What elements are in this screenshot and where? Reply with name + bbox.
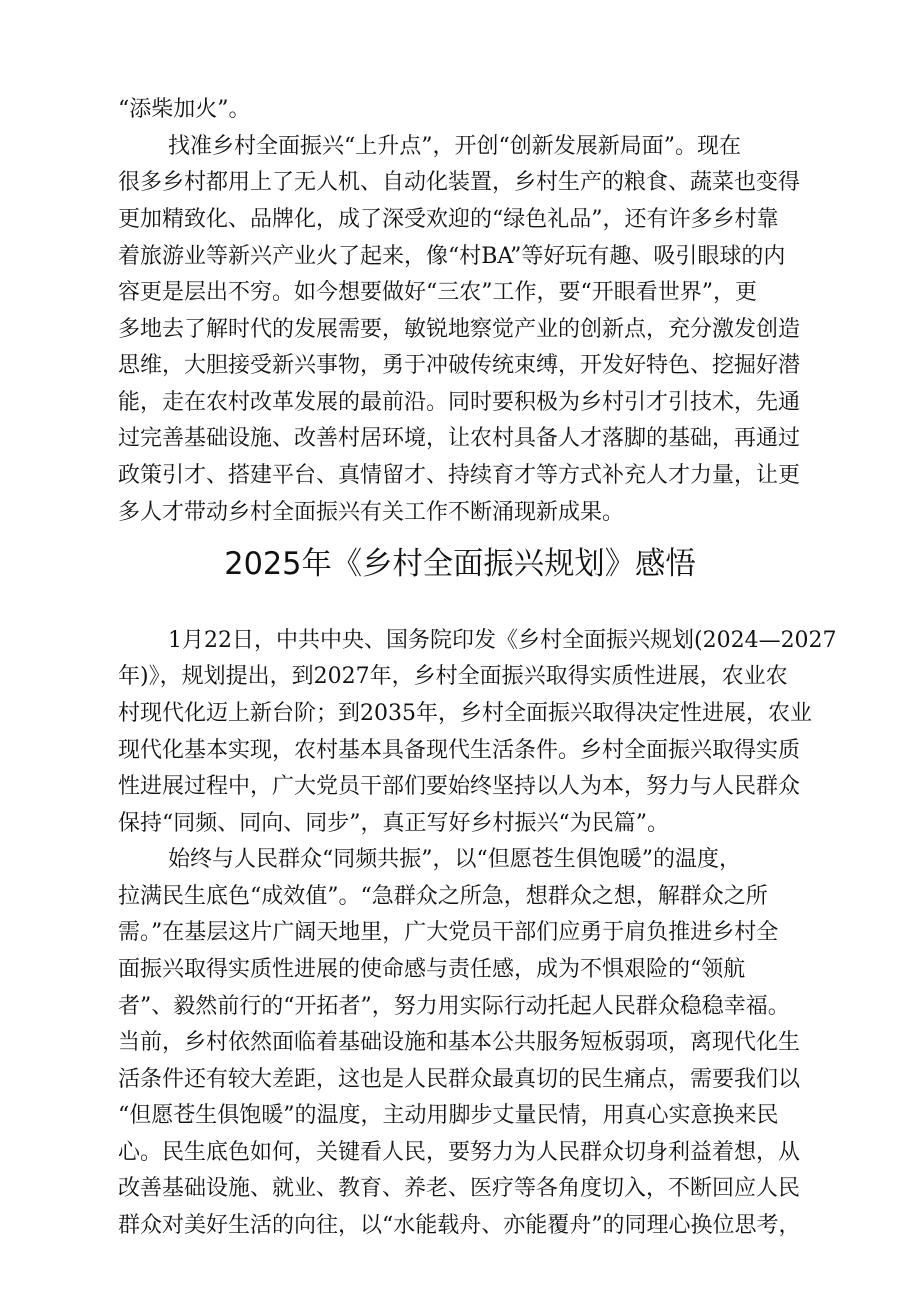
paragraph-d-line-10: 改善基础设施、就业、教育、养老、医疗等各角度切入，不断回应人民 — [118, 1176, 801, 1201]
paragraph-d-line-6: 当前，乡村依然面临着基础设施和基本公共服务短板弱项，离现代化生 — [118, 1030, 801, 1055]
paragraph-c-line-5: 性进展过程中，广大党员干部们要始终坚持以人为本，努力与人民群众 — [118, 774, 801, 799]
paragraph-d-line-2: 拉满民生底色“成效值”。“急群众之所急，想群众之想，解群众之所 — [118, 884, 768, 909]
article-title: 2025年《乡村全面振兴规划》感悟 — [224, 546, 696, 582]
paragraph-c-line-3: 村现代化迈上新台阶；到2035年，乡村全面振兴取得决定性进展，农业 — [118, 701, 812, 726]
paragraph-b-line-1: 找准乡村全面振兴“上升点”，开创“创新发展新局面”。现在 — [168, 134, 741, 159]
paragraph-c-line-4: 现代化基本实现，农村基本具备现代生活条件。乡村全面振兴取得实质 — [118, 738, 801, 763]
paragraph-b-line-5: 容更是层出不穷。如今想要做好“三农”工作，要“开眼看世界”，更 — [118, 280, 757, 305]
paragraph-b-line-2: 很多乡村都用上了无人机、自动化装置，乡村生产的粮食、蔬菜也变得 — [118, 170, 801, 195]
paragraph-d-line-5: 者”、毅然前行的“开拓者”，努力用实际行动托起人民群众稳稳幸福。 — [118, 994, 790, 1019]
paragraph-d-line-8: “但愿苍生俱饱暖”的温度，主动用脚步丈量民情，用真心实意换来民 — [118, 1103, 779, 1128]
paragraph-continuation-line: “添柴加火”。 — [118, 97, 251, 122]
paragraph-b-line-9: 过完善基础设施、改善村居环境，让农村具备人才落脚的基础，再通过 — [118, 426, 801, 451]
paragraph-b-line-3: 更加精致化、品牌化，成了深受欢迎的“绿色礼品”，还有许多乡村靠 — [118, 207, 779, 232]
paragraph-b-line-4: 着旅游业等新兴产业火了起来，像“村BA”等好玩有趣、吸引眼球的内 — [118, 244, 786, 269]
paragraph-b-line-7: 思维，大胆接受新兴事物，勇于冲破传统束缚，开发好特色、挖掘好潜 — [118, 353, 801, 378]
paragraph-b-line-8: 能，走在农村改革发展的最前沿。同时要积极为乡村引才引技术，先通 — [118, 390, 801, 415]
paragraph-d-line-11: 群众对美好生活的向往，以“水能载舟、亦能覆舟”的同理心换位思考， — [118, 1213, 801, 1238]
paragraph-b-line-6: 多地去了解时代的发展需要，敏锐地察觉产业的创新点，充分激发创造 — [118, 317, 801, 342]
paragraph-b-line-10: 政策引才、搭建平台、真情留才、持续育才等方式补充人才力量，让更 — [118, 463, 801, 488]
paragraph-b-line-11: 多人才带动乡村全面振兴有关工作不断涌现新成果。 — [118, 500, 625, 525]
paragraph-d-line-1: 始终与人民群众“同频共振”，以“但愿苍生俱饱暖”的温度， — [168, 847, 741, 872]
paragraph-d-line-4: 面振兴取得实质性进展的使命感与责任感，成为不惧艰险的“领航 — [118, 957, 746, 982]
paragraph-c-line-2: 年)》，规划提出，到2027年，乡村全面振兴取得实质性进展，农业农 — [118, 664, 788, 689]
paragraph-c-line-6: 保持“同频、同向、同步”，真正写好乡村振兴“为民篇”。 — [118, 811, 669, 836]
paragraph-c-line-1: 1月22日，中共中央、国务院印发《乡村全面振兴规划(2024—2027 — [168, 628, 837, 653]
paragraph-d-line-9: 心。民生底色如何，关键看人民，要努力为人民群众切身利益着想，从 — [118, 1140, 801, 1165]
paragraph-d-line-3: 需。”在基层这片广阔天地里，广大党员干部们应勇于肩负推进乡村全 — [118, 920, 779, 945]
paragraph-d-line-7: 活条件还有较大差距，这也是人民群众最真切的民生痛点，需要我们以 — [118, 1067, 801, 1092]
